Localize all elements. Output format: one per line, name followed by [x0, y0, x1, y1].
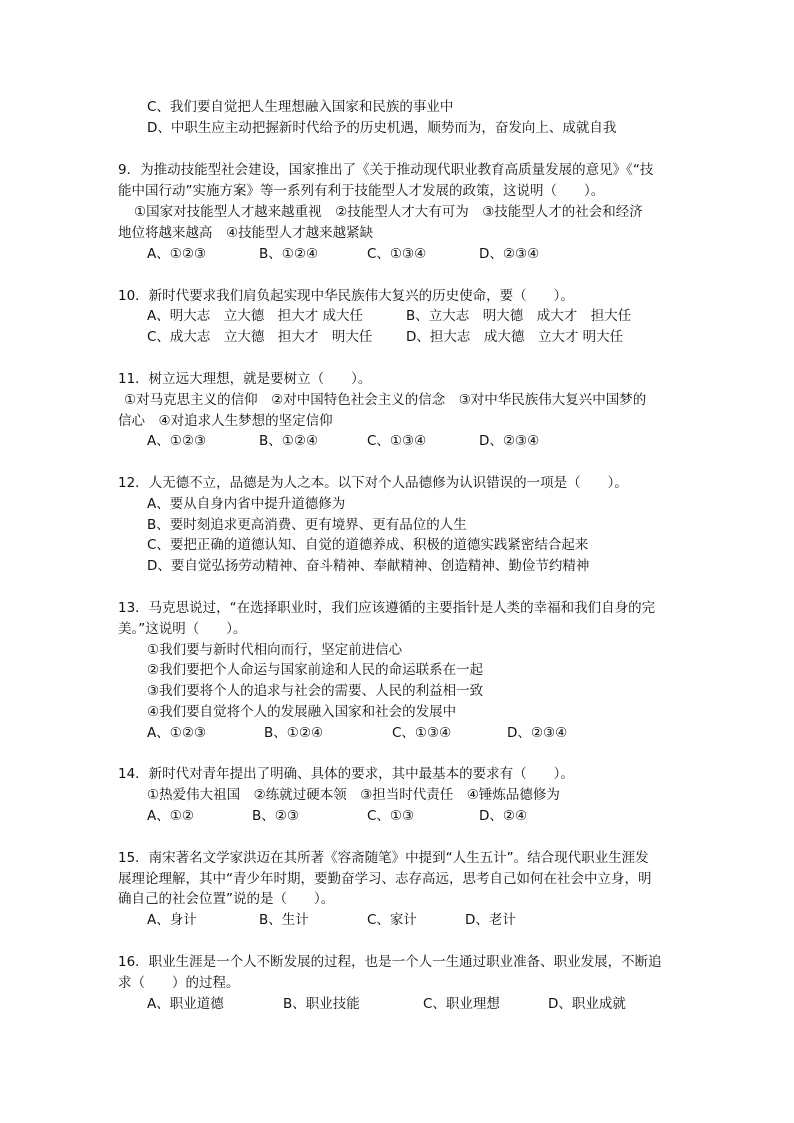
q16-option-a: A、职业道德 [147, 996, 224, 1012]
q12-option-d: D、要自觉弘扬劳动精神、奋斗精神、奉献精神、创造精神、勤俭节约精神 [147, 558, 590, 574]
q13-option-d: D、②③④ [507, 725, 568, 741]
q8-option-c: C、我们要自觉把人生理想融入国家和民族的事业中 [147, 99, 454, 115]
q16-stem-line1: 16．职业生涯是一个人不断发展的过程，也是一个人一生通过职业准备、职业发展，不断追 [118, 954, 662, 970]
q13-option-a: A、①②③ [147, 725, 207, 741]
q13-statement-4: ④我们要自觉将个人的发展融入国家和社会的发展中 [147, 704, 457, 720]
q13-statement-3: ③我们要将个人的追求与社会的需要、人民的利益相一致 [147, 683, 484, 699]
q10-stem: 10．新时代要求我们肩负起实现中华民族伟大复兴的历史使命，要（ ）。 [118, 288, 574, 304]
q10-option-d: D、担大志 成大德 立大才 明大任 [406, 329, 624, 345]
q12-option-c: C、要把正确的道德认知、自觉的道德养成、积极的道德实践紧密结合起来 [147, 537, 589, 553]
q12-option-a: A、要从自身内省中提升道德修为 [147, 496, 346, 512]
q16-option-c: C、职业理想 [423, 996, 500, 1012]
q11-option-a: A、①②③ [147, 433, 207, 449]
q13-stem-line2: 美。”这说明（ ）。 [118, 621, 247, 637]
q11-option-b: B、①②④ [259, 433, 319, 449]
q9-statements-line2: 地位将越来越高 ④技能型人才越来越紧缺 [118, 225, 374, 241]
q15-stem-line1: 15．南宋著名文学家洪迈在其所著《容斋随笔》中提到“人生五计”。结合现代职业生涯发 [118, 850, 649, 866]
q10-option-b: B、立大志 明大德 成大才 担大任 [406, 308, 632, 324]
q13-option-c: C、①③④ [392, 725, 452, 741]
q11-statements-line1: ①对马克思主义的信仰 ②对中国特色社会主义的信念 ③对中华民族伟大复兴中国梦的 [124, 392, 647, 408]
q10-option-c: C、成大志 立大德 担大才 明大任 [147, 329, 373, 345]
q9-statements-line1: ①国家对技能型人才越来越重视 ②技能型人才大有可为 ③技能型人才的社会和经济 [134, 204, 643, 220]
q9-option-b: B、①②④ [259, 246, 319, 262]
q15-stem-line3: 确自己的社会位置”说的是（ ）。 [118, 891, 335, 907]
q12-stem: 12．人无德不立，品德是为人之本。以下对个人品德修为认识错误的一项是（ ）。 [118, 475, 628, 491]
q11-statements-line2: 信心 ④对追求人生梦想的坚定信仰 [118, 413, 333, 429]
q15-option-a: A、身计 [147, 912, 197, 928]
q9-stem-line2: 能中国行动”实施方案》等一系列有利于技能型人才发展的政策，这说明（ ）。 [118, 183, 605, 199]
q11-stem: 11．树立远大理想，就是要树立（ ）。 [118, 371, 372, 387]
q13-option-b: B、①②④ [264, 725, 324, 741]
q14-statements: ①热爱伟大祖国 ②练就过硬本领 ③担当时代责任 ④锤炼品德修为 [147, 787, 560, 803]
q13-statement-2: ②我们要把个人命运与国家前途和人民的命运联系在一起 [147, 662, 484, 678]
q9-option-d: D、②③④ [479, 246, 540, 262]
q15-option-c: C、家计 [367, 912, 417, 928]
q12-option-b: B、要时刻追求更高消费、更有境界、更有品位的人生 [147, 517, 467, 533]
q13-statement-1: ①我们要与新时代相向而行，坚定前进信心 [147, 642, 403, 658]
q15-option-b: B、生计 [259, 912, 309, 928]
q16-option-d: D、职业成就 [548, 996, 626, 1012]
q11-option-c: C、①③④ [367, 433, 427, 449]
q15-stem-line2: 展理论理解，其中“青少年时期，要勤奋学习、志存高远，思考自己如何在社会中立身，明 [118, 871, 652, 887]
q9-stem-line1: 9．为推动技能型社会建设，国家推出了《关于推动现代职业教育高质量发展的意见》《“技 [118, 162, 654, 178]
q14-option-d: D、②④ [479, 808, 528, 824]
q9-option-a: A、①②③ [147, 246, 207, 262]
q14-option-c: C、①③ [367, 808, 415, 824]
q14-stem: 14．新时代对青年提出了明确、具体的要求，其中最基本的要求有（ ）。 [118, 766, 574, 782]
q10-option-a: A、明大志 立大德 担大才 成大任 [147, 308, 364, 324]
q16-option-b: B、职业技能 [283, 996, 360, 1012]
q9-option-c: C、①③④ [367, 246, 427, 262]
q16-stem-line2: 求（ ）的过程。 [118, 975, 240, 991]
q13-stem-line1: 13．马克思说过，“在选择职业时，我们应该遵循的主要指针是人类的幸福和我们自身的完 [118, 600, 656, 616]
q11-option-d: D、②③④ [479, 433, 540, 449]
q15-option-d: D、老计 [465, 912, 516, 928]
q14-option-a: A、①② [147, 808, 194, 824]
q8-option-d: D、中职生应主动把握新时代给予的历史机遇，顺势而为，奋发向上、成就自我 [147, 120, 617, 136]
q14-option-b: B、②③ [252, 808, 299, 824]
